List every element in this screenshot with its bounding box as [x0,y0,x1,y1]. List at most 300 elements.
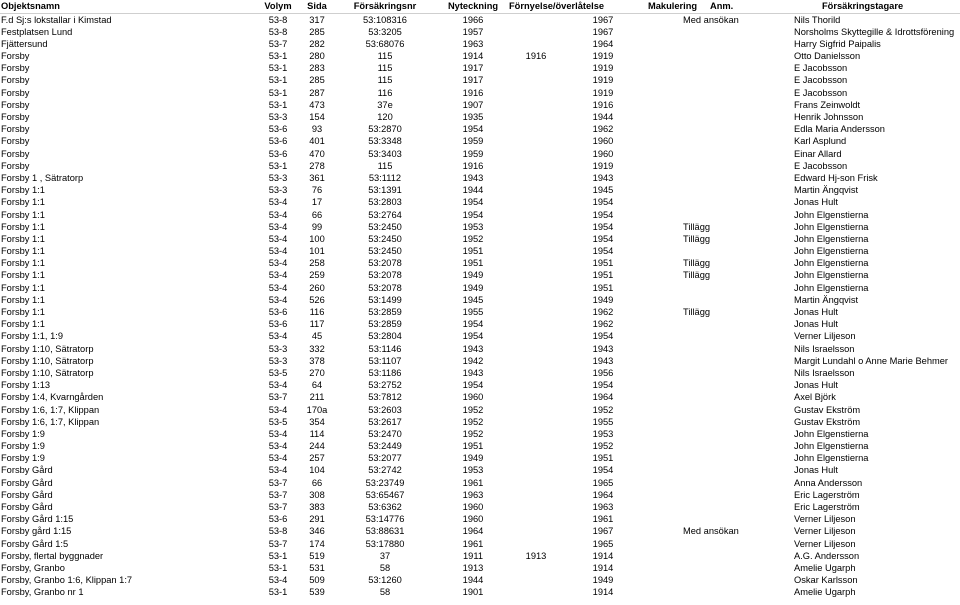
cell-forsakringstagare[interactable]: Eric Lagerström [794,502,860,512]
cell-forsakringstagare[interactable]: Jonas Hult [794,307,838,317]
cell-volym[interactable]: 53-1 [268,587,288,598]
table-row[interactable] [0,306,960,318]
cell-volym[interactable]: 53-6 [268,136,288,147]
table-row[interactable] [0,99,960,111]
cell-sida[interactable]: 473 [309,99,325,110]
cell-forsakringsnr[interactable]: 53:2078 [368,270,402,281]
cell-makulering[interactable]: 1963 [592,502,614,512]
cell-nyteckning[interactable]: 1963 [462,38,484,49]
cell-volym[interactable]: 53-7 [268,477,288,488]
cell-volym[interactable]: 53-7 [268,502,288,512]
cell-nyteckning[interactable]: 1953 [462,221,484,232]
cell-volym[interactable]: 53-1 [268,87,288,98]
cell-objektsnamn[interactable]: Forsby 1:10, Sätratorp [1,343,94,354]
cell-nyteckning[interactable]: 1961 [462,538,484,549]
table-row[interactable] [0,233,960,245]
cell-makulering[interactable]: 1943 [592,343,614,354]
cell-forsakringstagare[interactable]: John Elgenstierna [794,270,869,281]
cell-forsakringsnr[interactable]: 53:2859 [368,307,402,317]
cell-forsakringsnr[interactable]: 53:2617 [368,416,402,427]
cell-forsakringstagare[interactable]: Martin Ängqvist [794,294,859,305]
cell-forsakringstagare[interactable]: John Elgenstierna [794,221,869,232]
cell-nyteckning[interactable]: 1949 [462,282,484,293]
table-row[interactable] [0,452,960,464]
table-row[interactable] [0,196,960,208]
table-row[interactable] [0,184,960,196]
table-row[interactable] [0,343,960,355]
cell-objektsnamn[interactable]: Forsby 1:9 [1,453,45,464]
cell-nyteckning[interactable]: 1957 [462,26,484,37]
cell-makulering[interactable]: 1961 [592,514,614,525]
cell-forsakringsnr[interactable]: 53:3348 [368,136,402,147]
cell-nyteckning[interactable]: 1955 [462,307,484,317]
cell-forsakringstagare[interactable]: E Jacobsson [794,87,848,98]
cell-sida[interactable]: 270 [309,367,325,378]
cell-volym[interactable]: 53-1 [268,51,288,62]
cell-nyteckning[interactable]: 1960 [462,514,484,525]
cell-nyteckning[interactable]: 1949 [462,270,484,281]
cell-forsakringsnr[interactable]: 53:23749 [365,477,405,488]
cell-objektsnamn[interactable]: Forsby 1:4, Kvarngården [1,392,104,403]
cell-forsakringstagare[interactable]: Eric Lagerström [794,489,860,500]
cell-nyteckning[interactable]: 1916 [462,87,484,98]
cell-nyteckning[interactable]: 1954 [462,380,484,391]
cell-makulering[interactable]: 1919 [592,87,614,98]
cell-makulering[interactable]: 1967 [592,526,614,537]
cell-makulering[interactable]: 1964 [592,392,614,403]
cell-sida[interactable]: 285 [309,75,325,86]
cell-makulering[interactable]: 1960 [592,148,614,159]
table-row[interactable] [0,525,960,537]
cell-sida[interactable]: 346 [309,526,325,537]
cell-sida[interactable]: 117 [309,319,325,330]
cell-objektsnamn[interactable]: Forsby 1:1 [1,294,45,305]
table-row[interactable] [0,489,960,501]
cell-objektsnamn[interactable]: Fjättersund [1,38,48,49]
table-row[interactable] [0,477,960,489]
table-row[interactable] [0,209,960,221]
cell-nyteckning[interactable]: 1951 [462,246,484,257]
cell-nyteckning[interactable]: 1959 [462,136,484,147]
cell-volym[interactable]: 53-1 [268,562,288,573]
cell-volym[interactable]: 53-4 [268,331,288,342]
table-row[interactable] [0,562,960,574]
header-sida[interactable]: Sida [307,1,327,11]
cell-forsakringsnr[interactable]: 53:2803 [368,197,402,208]
cell-fornyelse[interactable]: 1916 [525,51,547,62]
cell-objektsnamn[interactable]: Forsby gård 1:15 [1,526,72,537]
cell-forsakringstagare[interactable]: Jonas Hult [794,197,838,208]
cell-forsakringstagare[interactable]: Jonas Hult [794,380,838,391]
cell-forsakringstagare[interactable]: Nils Thorild [794,14,841,25]
cell-objektsnamn[interactable]: Forsby 1:9 [1,428,45,439]
cell-forsakringstagare[interactable]: Jonas Hult [794,465,838,476]
cell-forsakringsnr[interactable]: 37e [377,99,393,110]
cell-makulering[interactable]: 1916 [592,99,614,110]
cell-makulering[interactable]: 1949 [592,575,614,586]
cell-sida[interactable]: 260 [309,282,325,293]
table-row[interactable] [0,464,960,476]
cell-makulering[interactable]: 1945 [592,185,614,196]
cell-nyteckning[interactable]: 1952 [462,233,484,244]
table-row[interactable] [0,391,960,403]
cell-sida[interactable]: 317 [309,14,325,25]
cell-volym[interactable]: 53-4 [268,294,288,305]
cell-sida[interactable]: 101 [309,246,325,257]
table-row[interactable] [0,513,960,525]
cell-makulering[interactable]: 1954 [592,246,614,257]
cell-forsakringsnr[interactable]: 53:2077 [368,453,402,464]
table-row[interactable] [0,74,960,86]
cell-sida[interactable]: 401 [309,136,325,147]
cell-objektsnamn[interactable]: Forsby 1:1 [1,270,45,281]
cell-objektsnamn[interactable]: Forsby 1:1, 1:9 [1,331,64,342]
cell-objektsnamn[interactable]: Forsby 1:1 [1,307,45,317]
header-anm[interactable]: Anm. [710,1,734,11]
cell-anm[interactable]: Tillägg [683,258,711,269]
cell-nyteckning[interactable]: 1901 [462,587,484,598]
cell-nyteckning[interactable]: 1966 [462,14,484,25]
cell-nyteckning[interactable]: 1949 [462,453,484,464]
cell-volym[interactable]: 53-4 [268,270,288,281]
cell-sida[interactable]: 76 [311,185,323,196]
cell-sida[interactable]: 93 [311,124,323,135]
cell-makulering[interactable]: 1951 [592,453,614,464]
cell-nyteckning[interactable]: 1914 [462,51,484,62]
cell-forsakringsnr[interactable]: 53:2078 [368,258,402,269]
cell-nyteckning[interactable]: 1954 [462,197,484,208]
cell-forsakringstagare[interactable]: Anna Andersson [794,477,863,488]
cell-nyteckning[interactable]: 1960 [462,392,484,403]
cell-sida[interactable]: 308 [309,489,325,500]
cell-objektsnamn[interactable]: Forsby Gård 1:15 [1,514,74,525]
table-row[interactable] [0,135,960,147]
cell-forsakringsnr[interactable]: 53:2764 [368,209,402,220]
cell-sida[interactable]: 526 [309,294,325,305]
cell-makulering[interactable]: 1962 [592,307,614,317]
cell-makulering[interactable]: 1967 [592,14,614,25]
cell-objektsnamn[interactable]: Forsby, flertal byggnader [1,550,104,561]
cell-makulering[interactable]: 1943 [592,172,614,183]
cell-forsakringstagare[interactable]: Gustav Ekström [794,404,861,415]
cell-forsakringsnr[interactable]: 53:2450 [368,221,402,232]
cell-objektsnamn[interactable]: Forsby 1:1 [1,258,45,269]
cell-makulering[interactable]: 1919 [592,160,614,171]
table-row[interactable] [0,550,960,562]
cell-volym[interactable]: 53-7 [268,38,288,49]
cell-forsakringsnr[interactable]: 53:2450 [368,246,402,257]
cell-forsakringstagare[interactable]: E Jacobsson [794,75,848,86]
table-row[interactable] [0,38,960,50]
cell-makulering[interactable]: 1914 [592,562,614,573]
cell-nyteckning[interactable]: 1944 [462,575,484,586]
cell-volym[interactable]: 53-8 [268,14,288,25]
cell-forsakringstagare[interactable]: John Elgenstierna [794,453,869,464]
cell-makulering[interactable]: 1964 [592,489,614,500]
cell-nyteckning[interactable]: 1954 [462,319,484,330]
cell-forsakringstagare[interactable]: John Elgenstierna [794,441,869,452]
cell-volym[interactable]: 53-8 [268,26,288,37]
cell-forsakringstagare[interactable]: John Elgenstierna [794,282,869,293]
cell-forsakringsnr[interactable]: 53:1146 [368,343,402,354]
table-row[interactable] [0,123,960,135]
cell-makulering[interactable]: 1919 [592,63,614,74]
cell-volym[interactable]: 53-6 [268,124,288,135]
cell-objektsnamn[interactable]: Forsby [1,112,30,122]
cell-sida[interactable]: 383 [309,502,325,512]
cell-objektsnamn[interactable]: Forsby Gård [1,502,53,512]
cell-forsakringstagare[interactable]: Einar Allard [794,148,842,159]
cell-objektsnamn[interactable]: Forsby 1:13 [1,380,51,391]
cell-makulering[interactable]: 1964 [592,38,614,49]
cell-objektsnamn[interactable]: Forsby 1:6, 1:7, Klippan [1,404,100,415]
cell-objektsnamn[interactable]: Forsby, Granbo 1:6, Klippan 1:7 [1,575,133,586]
cell-forsakringsnr[interactable]: 53:2450 [368,233,402,244]
cell-sida[interactable]: 45 [311,331,323,342]
cell-nyteckning[interactable]: 1911 [463,550,483,561]
cell-forsakringsnr[interactable]: 53:14776 [365,514,405,525]
cell-forsakringstagare[interactable]: Verner Liljeson [794,526,856,537]
cell-objektsnamn[interactable]: Forsby [1,75,30,86]
cell-sida[interactable]: 257 [309,453,325,464]
cell-objektsnamn[interactable]: Forsby [1,99,30,110]
table-row[interactable] [0,330,960,342]
cell-forsakringsnr[interactable]: 53:17880 [365,538,405,549]
cell-sida[interactable]: 174 [309,538,325,549]
cell-forsakringsnr[interactable]: 53:88631 [365,526,405,537]
cell-forsakringsnr[interactable]: 53:2859 [368,319,402,330]
cell-forsakringsnr[interactable]: 53:65467 [365,489,405,500]
cell-forsakringsnr[interactable]: 115 [377,63,393,74]
cell-anm[interactable]: Tillägg [683,270,711,281]
cell-forsakringsnr[interactable]: 115 [377,160,393,171]
cell-objektsnamn[interactable]: Forsby [1,160,30,171]
cell-objektsnamn[interactable]: Forsby 1 , Sätratorp [1,172,84,183]
cell-forsakringstagare[interactable]: A.G. Andersson [794,550,860,561]
table-row[interactable] [0,257,960,269]
table-row[interactable] [0,14,960,26]
header-nyteckning[interactable]: Nyteckning [447,1,499,11]
header-fornyelse[interactable]: Förnyelse/överlåtelse [509,1,605,11]
cell-forsakringsnr[interactable]: 53:2870 [368,124,402,135]
cell-objektsnamn[interactable]: Forsby 1:1 [1,209,45,220]
cell-sida[interactable]: 332 [309,343,325,354]
cell-volym[interactable]: 53-8 [268,526,288,537]
cell-forsakringsnr[interactable]: 53:7812 [368,392,402,403]
cell-sida[interactable]: 285 [309,26,325,37]
cell-forsakringsnr[interactable]: 116 [377,87,393,98]
cell-volym[interactable]: 53-4 [268,258,288,269]
cell-forsakringstagare[interactable]: Otto Danielsson [794,51,861,62]
cell-objektsnamn[interactable]: Forsby 1:1 [1,246,45,257]
cell-objektsnamn[interactable]: Forsby 1:1 [1,185,45,196]
table-row[interactable] [0,416,960,428]
table-row[interactable] [0,586,960,598]
cell-sida[interactable]: 509 [309,575,325,586]
cell-anm[interactable]: Tillägg [683,307,711,317]
cell-fornyelse[interactable]: 1913 [525,550,547,561]
header-volym[interactable]: Volym [264,1,292,11]
table-row[interactable] [0,160,960,172]
cell-volym[interactable]: 53-3 [268,112,288,122]
cell-sida[interactable]: 287 [309,87,325,98]
cell-nyteckning[interactable]: 1945 [462,294,484,305]
cell-forsakringstagare[interactable]: Harry Sigfrid Paipalis [794,38,881,49]
cell-anm[interactable]: Med ansökan [683,526,739,537]
cell-objektsnamn[interactable]: Forsby Gård [1,489,53,500]
cell-volym[interactable]: 53-1 [268,99,288,110]
cell-forsakringsnr[interactable]: 115 [377,51,393,62]
cell-makulering[interactable]: 1919 [592,75,614,86]
cell-forsakringsnr[interactable]: 53:6362 [368,502,402,512]
cell-forsakringsnr[interactable]: 53:68076 [365,38,405,49]
cell-volym[interactable]: 53-1 [268,63,288,74]
cell-volym[interactable]: 53-4 [268,209,288,220]
cell-sida[interactable]: 116 [309,307,325,317]
cell-volym[interactable]: 53-4 [268,441,288,452]
cell-forsakringstagare[interactable]: Verner Liljeson [794,331,856,342]
cell-volym[interactable]: 53-6 [268,319,288,330]
table-row[interactable] [0,501,960,513]
cell-makulering[interactable]: 1949 [592,294,614,305]
cell-forsakringstagare[interactable]: Oskar Karlsson [794,575,858,586]
cell-objektsnamn[interactable]: Forsby, Granbo nr 1 [1,587,84,598]
table-row[interactable] [0,318,960,330]
cell-nyteckning[interactable]: 1917 [462,75,484,86]
cell-forsakringsnr[interactable]: 120 [377,112,393,122]
cell-makulering[interactable]: 1965 [592,477,614,488]
cell-nyteckning[interactable]: 1944 [462,185,484,196]
cell-makulering[interactable]: 1944 [592,112,614,122]
cell-makulering[interactable]: 1919 [592,51,614,62]
cell-nyteckning[interactable]: 1953 [462,465,484,476]
cell-forsakringstagare[interactable]: Karl Asplund [794,136,847,147]
cell-nyteckning[interactable]: 1954 [462,124,484,135]
cell-forsakringstagare[interactable]: Edward Hj-son Frisk [794,172,878,183]
cell-sida[interactable]: 378 [309,355,325,366]
cell-volym[interactable]: 53-4 [268,453,288,464]
table-row[interactable] [0,404,960,416]
cell-forsakringsnr[interactable]: 53:1112 [368,172,402,183]
cell-makulering[interactable]: 1954 [592,197,614,208]
cell-forsakringsnr[interactable]: 53:2603 [368,404,402,415]
cell-volym[interactable]: 53-4 [268,233,288,244]
cell-volym[interactable]: 53-7 [268,538,288,549]
cell-objektsnamn[interactable]: Festplatsen Lund [1,26,73,37]
cell-nyteckning[interactable]: 1964 [462,526,484,537]
cell-nyteckning[interactable]: 1954 [462,209,484,220]
cell-volym[interactable]: 53-3 [268,355,288,366]
cell-makulering[interactable]: 1954 [592,331,614,342]
cell-nyteckning[interactable]: 1907 [462,99,484,110]
cell-objektsnamn[interactable]: Forsby [1,87,30,98]
cell-forsakringsnr[interactable]: 53:3403 [368,148,402,159]
cell-sida[interactable]: 259 [309,270,325,281]
cell-forsakringsnr[interactable]: 53:108316 [363,14,407,25]
cell-nyteckning[interactable]: 1952 [462,404,484,415]
cell-objektsnamn[interactable]: Forsby 1:10, Sätratorp [1,355,94,366]
cell-sida[interactable]: 170a [306,404,328,415]
cell-sida[interactable]: 154 [309,112,325,122]
cell-objektsnamn[interactable]: Forsby [1,51,30,62]
cell-nyteckning[interactable]: 1952 [462,428,484,439]
table-row[interactable] [0,148,960,160]
cell-volym[interactable]: 53-7 [268,489,288,500]
cell-sida[interactable]: 278 [309,160,325,171]
cell-sida[interactable]: 244 [309,441,325,452]
cell-volym[interactable]: 53-4 [268,465,288,476]
cell-volym[interactable]: 53-4 [268,380,288,391]
cell-nyteckning[interactable]: 1935 [462,112,484,122]
cell-sida[interactable]: 258 [309,258,325,269]
cell-sida[interactable]: 104 [309,465,325,476]
cell-makulering[interactable]: 1954 [592,233,614,244]
cell-forsakringstagare[interactable]: John Elgenstierna [794,428,869,439]
table-row[interactable] [0,428,960,440]
cell-forsakringstagare[interactable]: E Jacobsson [794,160,848,171]
cell-objektsnamn[interactable]: Forsby Gård [1,465,53,476]
cell-forsakringstagare[interactable]: John Elgenstierna [794,246,869,257]
cell-forsakringstagare[interactable]: John Elgenstierna [794,209,869,220]
cell-objektsnamn[interactable]: Forsby Gård 1:5 [1,538,69,549]
cell-objektsnamn[interactable]: Forsby 1:9 [1,441,45,452]
table-row[interactable] [0,172,960,184]
table-row[interactable] [0,379,960,391]
header-makulering[interactable]: Makulering [648,1,698,11]
cell-objektsnamn[interactable]: Forsby 1:1 [1,282,45,293]
cell-makulering[interactable]: 1952 [592,404,614,415]
cell-objektsnamn[interactable]: Forsby [1,124,30,135]
cell-makulering[interactable]: 1953 [592,428,614,439]
cell-volym[interactable]: 53-3 [268,343,288,354]
cell-sida[interactable]: 539 [309,587,325,598]
cell-objektsnamn[interactable]: Forsby 1:6, 1:7, Klippan [1,416,100,427]
cell-nyteckning[interactable]: 1916 [462,160,484,171]
cell-anm[interactable]: Tillägg [683,233,711,244]
cell-volym[interactable]: 53-4 [268,197,288,208]
cell-nyteckning[interactable]: 1963 [462,489,484,500]
cell-makulering[interactable]: 1943 [592,355,614,366]
cell-forsakringstagare[interactable]: Norsholms Skyttegille & Idrottsförening [794,26,955,37]
cell-sida[interactable]: 531 [309,562,325,573]
cell-forsakringsnr[interactable]: 53:1186 [368,367,402,378]
cell-volym[interactable]: 53-3 [268,185,288,196]
table-row[interactable] [0,282,960,294]
cell-forsakringstagare[interactable]: Nils Israelsson [794,367,855,378]
cell-sida[interactable]: 66 [311,477,323,488]
cell-volym[interactable]: 53-5 [268,367,288,378]
cell-nyteckning[interactable]: 1917 [462,63,484,74]
cell-nyteckning[interactable]: 1942 [462,355,484,366]
cell-forsakringstagare[interactable]: Henrik Johnsson [794,112,864,122]
cell-forsakringstagare[interactable]: Axel Björk [794,392,836,403]
cell-objektsnamn[interactable]: Forsby [1,148,30,159]
cell-makulering[interactable]: 1955 [592,416,614,427]
cell-forsakringsnr[interactable]: 37 [379,550,391,561]
cell-forsakringstagare[interactable]: Frans Zeinwoldt [794,99,861,110]
cell-makulering[interactable]: 1952 [592,441,614,452]
cell-objektsnamn[interactable]: Forsby 1:1 [1,233,45,244]
cell-volym[interactable]: 53-4 [268,428,288,439]
cell-volym[interactable]: 53-1 [268,550,288,561]
cell-forsakringsnr[interactable]: 53:1499 [368,294,402,305]
cell-sida[interactable]: 66 [311,209,323,220]
cell-objektsnamn[interactable]: Forsby 1:1 [1,319,45,330]
cell-volym[interactable]: 53-7 [268,392,288,403]
cell-sida[interactable]: 361 [309,172,325,183]
cell-sida[interactable]: 470 [309,148,325,159]
cell-volym[interactable]: 53-4 [268,282,288,293]
